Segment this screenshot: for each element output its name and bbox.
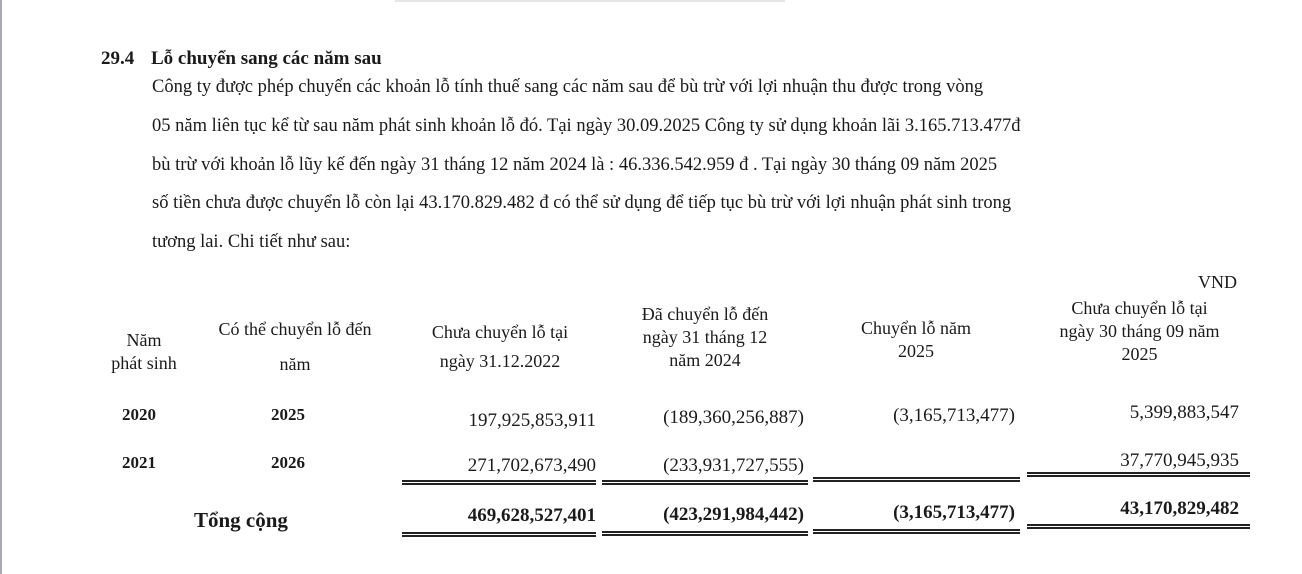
- header-used-to-2024: Đã chuyển lỗ đến ngày 31 tháng 12 năm 2024: [641, 304, 769, 370]
- total-unused-2022: 469,628,527,401: [467, 505, 596, 526]
- double-underline: [813, 477, 1020, 482]
- double-underline: [602, 531, 808, 536]
- header-remaining-2025: Chưa chuyển lỗ tại ngày 30 tháng 09 năm 2025: [1059, 298, 1220, 364]
- double-underline: [1027, 524, 1250, 529]
- header-unused-2022: Chưa chuyển lỗ tại ngày 31.12.2022: [431, 322, 569, 371]
- paragraph-line: số tiền chưa được chuyển lỗ còn lại 43.170.829.482 đ có thể sử dụng để tiếp tục bù trừ với lợi nhuận phát sinh trong: [152, 193, 1012, 213]
- double-underline: [602, 480, 808, 485]
- paragraph-line: Công ty được phép chuyển các khoản lỗ tính thuế sang các năm sau để bù trừ với lợi nhuận thu được trong vòng: [152, 77, 984, 97]
- total-remaining: 43,170,829,482: [1120, 498, 1239, 519]
- row-used-to-2024: (189,360,256,887): [663, 407, 804, 428]
- total-label: Tổng cộng: [194, 508, 288, 532]
- previous-content-residue: [395, 0, 785, 2]
- row-year: 2020: [122, 405, 156, 424]
- header-year-arising: Năm phát sinh: [111, 330, 177, 373]
- row-unused-2022: 271,702,673,490: [467, 455, 596, 476]
- row-carry-to: 2025: [271, 405, 305, 424]
- paragraph-line: bù trừ với khoản lỗ lũy kế đến ngày 31 tháng 12 năm 2024 là : 46.336.542.959 đ . Tại ngày 30 tháng 09 năm 2025: [152, 155, 998, 175]
- total-used-to-2024: (423,291,984,442): [663, 504, 804, 525]
- double-underline: [402, 532, 596, 537]
- double-underline: [402, 480, 596, 485]
- row-used-to-2024: (233,931,727,555): [663, 455, 804, 476]
- double-underline: [1027, 472, 1250, 477]
- section-title: Lỗ chuyển sang các năm sau: [151, 48, 382, 69]
- double-underline: [813, 529, 1020, 534]
- page-edge: [0, 0, 2, 574]
- header-used-2025: Chuyển lỗ năm 2025: [861, 318, 971, 361]
- paragraph-line: tương lai. Chi tiết như sau:: [152, 232, 351, 252]
- paragraph-line: 05 năm liên tục kể từ sau năm phát sinh khoản lỗ đó. Tại ngày 30.09.2025 Công ty sử dụng khoản lãi 3.165.713.477đ: [152, 116, 1021, 136]
- row-remaining: 5,399,883,547: [1129, 402, 1239, 423]
- row-year: 2021: [122, 453, 156, 472]
- row-unused-2022: 197,925,853,911: [468, 410, 596, 431]
- section-heading: [101, 48, 382, 70]
- row-used-2025: (3,165,713,477): [893, 405, 1015, 426]
- currency-unit: VND: [1198, 272, 1237, 292]
- row-remaining: 37,770,945,935: [1120, 450, 1239, 471]
- row-carry-to: 2026: [271, 453, 305, 472]
- header-carry-to-year: Có thể chuyển lỗ đến năm: [218, 319, 372, 374]
- section-number: 29.4: [101, 48, 135, 69]
- total-used-2025: (3,165,713,477): [893, 502, 1015, 523]
